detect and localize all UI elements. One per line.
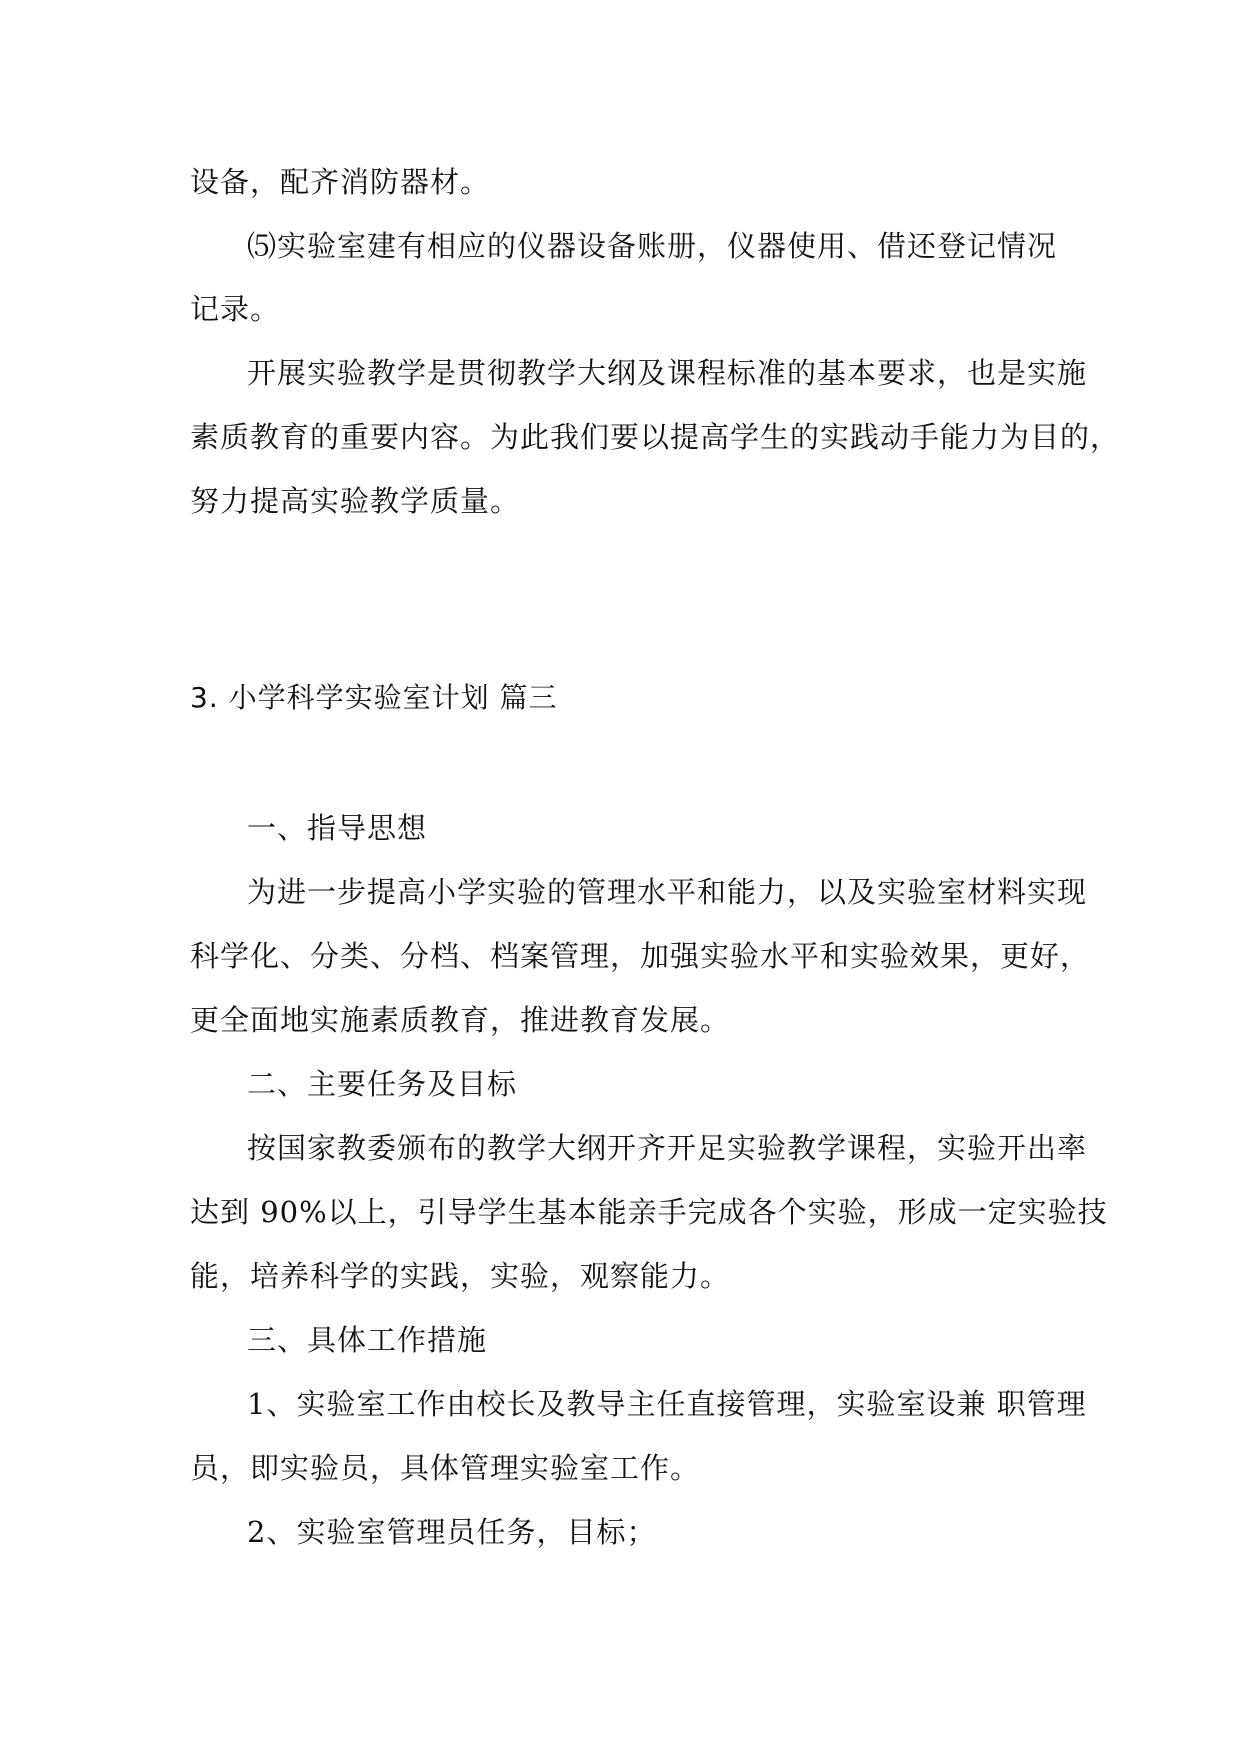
text-line: 更全面地实施素质教育，推进教育发展。 <box>190 1003 731 1037</box>
section-heading: 3. 小学科学实验室计划 篇三 <box>190 681 558 714</box>
text-line: 科学化、分类、分档、档案管理，加强实验水平和实验效果，更好， <box>190 939 1091 973</box>
text-line: 能，培养科学的实践，实验，观察能力。 <box>190 1259 731 1293</box>
text-line: 开展实验教学是贯彻教学大纲及课程标准的基本要求，也是实施 <box>247 356 1088 390</box>
text-line: 按国家教委颁布的教学大纲开齐开足实验教学课程，实验开出率 <box>247 1131 1088 1165</box>
text-line: 设备，配齐消防器材。 <box>190 165 491 199</box>
text-line: 2、实验室管理员任务，目标； <box>247 1515 657 1549</box>
subheading: 三、具体工作措施 <box>247 1323 488 1357</box>
subheading: 二、主要任务及目标 <box>247 1067 518 1101</box>
text-line: 素质教育的重要内容。为此我们要以提高学生的实践动手能力为目的， <box>190 420 1121 454</box>
text-line: 员，即实验员，具体管理实验室工作。 <box>190 1451 701 1485</box>
text-line: ⑸实验室建有相应的仪器设备账册，仪器使用、借还登记情况 <box>247 229 1058 263</box>
text-line: 1、实验室工作由校长及教导主任直接管理，实验室设兼 职管理 <box>247 1387 1087 1421</box>
text-line: 记录。 <box>190 292 281 326</box>
subheading: 一、指导思想 <box>247 811 428 845</box>
text-line: 为进一步提高小学实验的管理水平和能力，以及实验室材料实现 <box>247 875 1088 909</box>
text-line: 达到 90%以上，引导学生基本能亲手完成各个实验，形成一定实验技 <box>190 1195 1108 1229</box>
text-line: 努力提高实验教学质量。 <box>190 484 521 518</box>
